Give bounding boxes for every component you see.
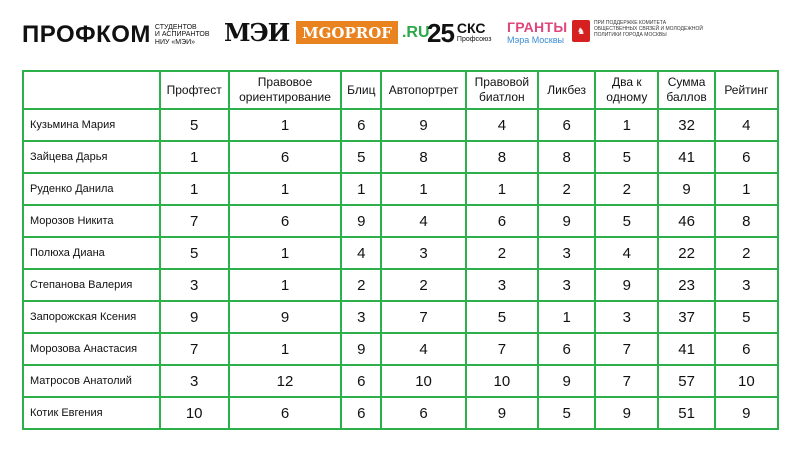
score-cell: 9 <box>381 109 465 141</box>
participant-name-cell: Матросов Анатолий <box>23 365 160 397</box>
score-cell: 1 <box>229 173 341 205</box>
score-cell: 23 <box>658 269 714 301</box>
column-header: Автопортрет <box>381 71 465 109</box>
score-cell: 2 <box>538 173 595 205</box>
score-cell: 7 <box>466 333 538 365</box>
score-cell: 6 <box>341 365 381 397</box>
column-header: Правовой биатлон <box>466 71 538 109</box>
column-header: Сумма баллов <box>658 71 714 109</box>
score-cell: 4 <box>341 237 381 269</box>
score-cell: 3 <box>466 269 538 301</box>
score-cell: 5 <box>538 397 595 429</box>
score-cell: 41 <box>658 141 714 173</box>
score-cell: 4 <box>595 237 658 269</box>
participant-name-cell: Руденко Данила <box>23 173 160 205</box>
score-cell: 1 <box>160 173 229 205</box>
score-cell: 5 <box>466 301 538 333</box>
participant-name-cell: Полюха Диана <box>23 237 160 269</box>
score-cell: 6 <box>341 397 381 429</box>
score-cell: 1 <box>160 141 229 173</box>
score-cell: 7 <box>160 205 229 237</box>
score-cell: 6 <box>538 109 595 141</box>
score-cell: 6 <box>229 205 341 237</box>
score-cell: 5 <box>715 301 778 333</box>
score-cell: 3 <box>381 237 465 269</box>
score-cell: 3 <box>341 301 381 333</box>
score-cell: 4 <box>381 333 465 365</box>
score-cell: 2 <box>595 173 658 205</box>
table-row <box>23 173 778 205</box>
table-row <box>23 301 778 333</box>
sks-number: 25 <box>427 18 454 48</box>
participant-name-cell: Морозов Никита <box>23 205 160 237</box>
score-cell: 9 <box>658 173 714 205</box>
score-cell: 5 <box>341 141 381 173</box>
participant-name-cell: Степанова Валерия <box>23 269 160 301</box>
participant-name-cell: Запорожская Ксения <box>23 301 160 333</box>
score-cell: 51 <box>658 397 714 429</box>
mgoprof-wordmark: MGOPROF <box>296 21 398 44</box>
score-cell: 9 <box>341 205 381 237</box>
score-cell: 6 <box>229 397 341 429</box>
score-cell: 8 <box>466 141 538 173</box>
score-cell: 37 <box>658 301 714 333</box>
score-cell: 1 <box>229 237 341 269</box>
participant-name-cell: Котик Евгения <box>23 397 160 429</box>
column-header: Два к одному <box>595 71 658 109</box>
granty-title: ГРАНТЫ <box>507 19 568 35</box>
moscow-support-text: ПРИ ПОДДЕРЖКЕ КОМИТЕТА ОБЩЕСТВЕННЫХ СВЯЗЕЙ И МОЛОДЕЖНОЙ ПОЛИТИКИ ГОРОДА МОСКВЫ <box>594 20 703 38</box>
moscow-logo <box>572 20 704 42</box>
score-cell: 2 <box>341 269 381 301</box>
score-cell: 41 <box>658 333 714 365</box>
moscow-emblem-icon: ♞ <box>572 20 590 42</box>
score-cell: 5 <box>595 141 658 173</box>
score-cell: 9 <box>229 301 341 333</box>
score-cell: 7 <box>160 333 229 365</box>
score-cell: 7 <box>381 301 465 333</box>
score-cell: 3 <box>595 301 658 333</box>
score-cell: 12 <box>229 365 341 397</box>
participant-name-cell: Кузьмина Мария <box>23 109 160 141</box>
score-cell: 8 <box>381 141 465 173</box>
column-header: Рейтинг <box>715 71 778 109</box>
table-row <box>23 269 778 301</box>
column-header: Правовое ориентирование <box>229 71 341 109</box>
profkom-sub-line: И АСПИРАНТОВ <box>154 31 210 39</box>
granty-sub: Мэра Москвы <box>507 35 564 45</box>
table-row <box>23 109 778 141</box>
score-cell: 1 <box>229 333 341 365</box>
profkom-sub-line: СТУДЕНТОВ <box>154 23 197 31</box>
score-cell: 46 <box>658 205 714 237</box>
score-cell: 22 <box>658 237 714 269</box>
score-cell: 8 <box>715 205 778 237</box>
score-cell: 6 <box>715 333 778 365</box>
score-cell: 6 <box>381 397 465 429</box>
score-cell: 1 <box>229 269 341 301</box>
score-cell: 7 <box>595 365 658 397</box>
profkom-subtitle <box>155 24 210 47</box>
score-cell: 9 <box>538 205 595 237</box>
score-cell: 57 <box>658 365 714 397</box>
column-header: Блиц <box>341 71 381 109</box>
granty-logo <box>507 21 567 46</box>
score-cell: 1 <box>538 301 595 333</box>
score-cell: 3 <box>160 365 229 397</box>
mgoprof-logo <box>296 21 430 44</box>
score-cell: 9 <box>466 397 538 429</box>
header-corner-cell <box>23 71 160 109</box>
score-cell: 6 <box>341 109 381 141</box>
score-cell: 1 <box>595 109 658 141</box>
score-cell: 7 <box>595 333 658 365</box>
column-header: Ликбез <box>538 71 595 109</box>
score-cell: 10 <box>160 397 229 429</box>
score-cell: 3 <box>160 269 229 301</box>
score-cell: 4 <box>715 109 778 141</box>
sks-sub: Профсоюз <box>456 35 492 43</box>
table-row <box>23 205 778 237</box>
results-table <box>22 70 779 430</box>
score-cell: 4 <box>466 109 538 141</box>
mgoprof-domain: .RU <box>401 23 430 41</box>
table-row <box>23 365 778 397</box>
score-cell: 8 <box>538 141 595 173</box>
score-cell: 9 <box>160 301 229 333</box>
score-cell: 3 <box>538 269 595 301</box>
score-cell: 9 <box>595 397 658 429</box>
sks-text <box>456 19 492 45</box>
mei-logo: МЭИ <box>224 18 290 47</box>
results-table-container <box>22 70 779 430</box>
participant-name-cell: Морозова Анастасия <box>23 333 160 365</box>
score-cell: 1 <box>381 173 465 205</box>
score-cell: 10 <box>381 365 465 397</box>
table-row <box>23 397 778 429</box>
score-cell: 1 <box>466 173 538 205</box>
score-cell: 5 <box>595 205 658 237</box>
score-cell: 32 <box>658 109 714 141</box>
table-row <box>23 141 778 173</box>
score-cell: 6 <box>466 205 538 237</box>
score-cell: 3 <box>715 269 778 301</box>
score-cell: 9 <box>538 365 595 397</box>
score-cell: 2 <box>466 237 538 269</box>
score-cell: 2 <box>715 237 778 269</box>
profkom-sub-line: НИУ «МЭИ» <box>154 38 196 46</box>
score-cell: 9 <box>595 269 658 301</box>
participant-name-cell: Зайцева Дарья <box>23 141 160 173</box>
sks-logo <box>427 18 491 49</box>
score-cell: 1 <box>229 109 341 141</box>
profkom-wordmark: ПРОФКОМ <box>22 21 151 48</box>
score-cell: 4 <box>381 205 465 237</box>
score-cell: 2 <box>381 269 465 301</box>
sks-label: СКС <box>456 19 486 36</box>
score-cell: 1 <box>715 173 778 205</box>
score-cell: 6 <box>715 141 778 173</box>
table-header-row <box>23 71 778 109</box>
table-body <box>23 109 778 429</box>
score-cell: 9 <box>341 333 381 365</box>
score-cell: 1 <box>341 173 381 205</box>
column-header: Профтест <box>160 71 229 109</box>
table-row <box>23 237 778 269</box>
score-cell: 6 <box>538 333 595 365</box>
table-row <box>23 333 778 365</box>
score-cell: 10 <box>715 365 778 397</box>
score-cell: 10 <box>466 365 538 397</box>
score-cell: 5 <box>160 109 229 141</box>
score-cell: 6 <box>229 141 341 173</box>
logo-bar <box>0 0 800 60</box>
score-cell: 9 <box>715 397 778 429</box>
score-cell: 5 <box>160 237 229 269</box>
score-cell: 3 <box>538 237 595 269</box>
profkom-logo <box>22 21 210 49</box>
